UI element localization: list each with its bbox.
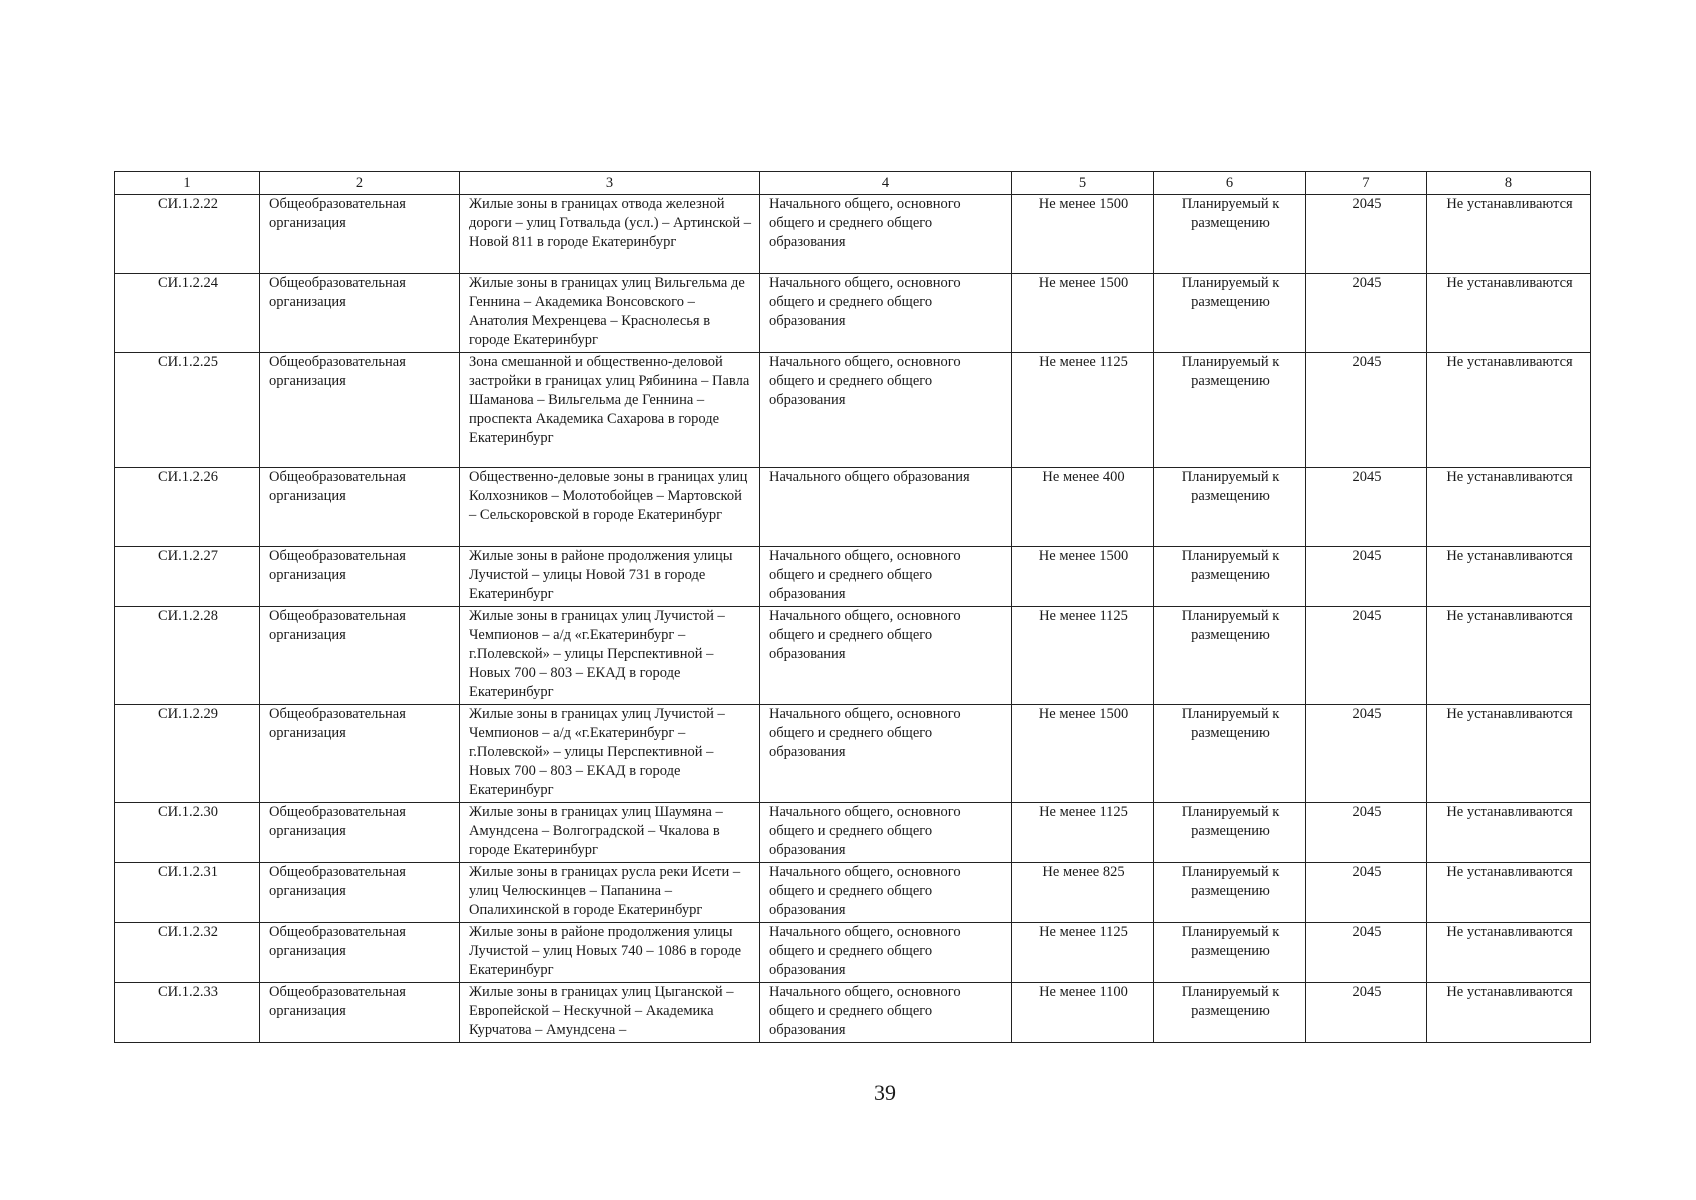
object-code: СИ.1.2.28 [115, 607, 260, 705]
object-location: Жилые зоны в границах улиц Лучистой – Чемпионов – а/д «г.Екатеринбург – г.Полевской» – улицы Перспективной – Новых 700 – 803 – ЕКАД в городе Екатеринбург [460, 705, 760, 803]
object-status: Планируемый к размещению [1154, 607, 1306, 705]
object-type: Общеобразовательная организация [260, 195, 460, 274]
object-type: Общеобразовательная организация [260, 353, 460, 468]
table-row [115, 547, 1591, 607]
object-type: Общеобразовательная организация [260, 923, 460, 983]
restricted-zones: Не устанавливаются [1427, 195, 1591, 274]
restricted-zones: Не устанавливаются [1427, 983, 1591, 1043]
object-code: СИ.1.2.33 [115, 983, 260, 1043]
object-type: Общеобразовательная организация [260, 863, 460, 923]
capacity: Не менее 1500 [1012, 195, 1154, 274]
object-location: Жилые зоны в границах отвода железной дороги – улиц Готвальда (усл.) – Артинской – Новой 811 в городе Екатеринбург [460, 195, 760, 274]
object-code: СИ.1.2.27 [115, 547, 260, 607]
deadline-year: 2045 [1306, 983, 1427, 1043]
table-row [115, 607, 1591, 705]
education-level: Начального общего, основного общего и среднего общего образования [760, 607, 1012, 705]
column-header: 4 [760, 172, 1012, 195]
column-header: 5 [1012, 172, 1154, 195]
object-location: Зона смешанной и общественно-деловой застройки в границах улиц Рябинина – Павла Шаманова – Вильгельма де Геннина – проспекта Академика Сахарова в городе Екатеринбург [460, 353, 760, 468]
restricted-zones: Не устанавливаются [1427, 468, 1591, 547]
object-location: Жилые зоны в границах улиц Вильгельма де Геннина – Академика Вонсовского – Анатолия Мехренцева – Краснолесья в городе Екатеринбург [460, 274, 760, 353]
deadline-year: 2045 [1306, 195, 1427, 274]
restricted-zones: Не устанавливаются [1427, 803, 1591, 863]
table-row [115, 705, 1591, 803]
deadline-year: 2045 [1306, 923, 1427, 983]
table-row [115, 195, 1591, 274]
column-header: 1 [115, 172, 260, 195]
restricted-zones: Не устанавливаются [1427, 863, 1591, 923]
column-header: 7 [1306, 172, 1427, 195]
column-header: 8 [1427, 172, 1591, 195]
object-status: Планируемый к размещению [1154, 705, 1306, 803]
restricted-zones: Не устанавливаются [1427, 547, 1591, 607]
table-row [115, 803, 1591, 863]
capacity: Не менее 1125 [1012, 803, 1154, 863]
table-row [115, 468, 1591, 547]
object-status: Планируемый к размещению [1154, 195, 1306, 274]
document-table [114, 171, 1591, 1043]
education-level: Начального общего, основного общего и среднего общего образования [760, 353, 1012, 468]
object-type: Общеобразовательная организация [260, 705, 460, 803]
deadline-year: 2045 [1306, 468, 1427, 547]
object-status: Планируемый к размещению [1154, 803, 1306, 863]
column-header: 6 [1154, 172, 1306, 195]
table-row [115, 353, 1591, 468]
object-type: Общеобразовательная организация [260, 607, 460, 705]
object-status: Планируемый к размещению [1154, 863, 1306, 923]
column-header: 2 [260, 172, 460, 195]
deadline-year: 2045 [1306, 353, 1427, 468]
education-level: Начального общего, основного общего и среднего общего образования [760, 195, 1012, 274]
education-level: Начального общего, основного общего и среднего общего образования [760, 705, 1012, 803]
object-location: Жилые зоны в границах улиц Шаумяна – Амундсена – Волгоградской – Чкалова в городе Екатеринбург [460, 803, 760, 863]
object-code: СИ.1.2.26 [115, 468, 260, 547]
education-level: Начального общего, основного общего и среднего общего образования [760, 803, 1012, 863]
deadline-year: 2045 [1306, 547, 1427, 607]
object-type: Общеобразовательная организация [260, 547, 460, 607]
deadline-year: 2045 [1306, 803, 1427, 863]
capacity: Не менее 1500 [1012, 547, 1154, 607]
capacity: Не менее 825 [1012, 863, 1154, 923]
object-status: Планируемый к размещению [1154, 547, 1306, 607]
object-code: СИ.1.2.31 [115, 863, 260, 923]
object-type: Общеобразовательная организация [260, 803, 460, 863]
table-row [115, 983, 1591, 1043]
object-location: Жилые зоны в границах русла реки Исети – улиц Челюскинцев – Папанина – Опалихинской в городе Екатеринбург [460, 863, 760, 923]
deadline-year: 2045 [1306, 274, 1427, 353]
capacity: Не менее 1500 [1012, 274, 1154, 353]
object-status: Планируемый к размещению [1154, 983, 1306, 1043]
table-row [115, 863, 1591, 923]
capacity: Не менее 1500 [1012, 705, 1154, 803]
capacity: Не менее 400 [1012, 468, 1154, 547]
object-code: СИ.1.2.25 [115, 353, 260, 468]
object-code: СИ.1.2.22 [115, 195, 260, 274]
object-type: Общеобразовательная организация [260, 983, 460, 1043]
restricted-zones: Не устанавливаются [1427, 353, 1591, 468]
column-header: 3 [460, 172, 760, 195]
page-number: 39 [874, 1080, 896, 1105]
restricted-zones: Не устанавливаются [1427, 607, 1591, 705]
object-location: Общественно-деловые зоны в границах улиц Колхозников – Молотобойцев – Мартовской – Сельскоровской в городе Екатеринбург [460, 468, 760, 547]
object-location: Жилые зоны в границах улиц Цыганской – Европейской – Нескучной – Академика Курчатова – Амундсена – [460, 983, 760, 1043]
table-header-row [115, 172, 1591, 195]
object-status: Планируемый к размещению [1154, 274, 1306, 353]
capacity: Не менее 1100 [1012, 983, 1154, 1043]
object-location: Жилые зоны в границах улиц Лучистой – Чемпионов – а/д «г.Екатеринбург – г.Полевской» – улицы Перспективной – Новых 700 – 803 – ЕКАД в городе Екатеринбург [460, 607, 760, 705]
object-status: Планируемый к размещению [1154, 468, 1306, 547]
restricted-zones: Не устанавливаются [1427, 705, 1591, 803]
deadline-year: 2045 [1306, 607, 1427, 705]
object-type: Общеобразовательная организация [260, 274, 460, 353]
object-location: Жилые зоны в районе продолжения улицы Лучистой – улиц Новых 740 – 1086 в городе Екатеринбург [460, 923, 760, 983]
object-location: Жилые зоны в районе продолжения улицы Лучистой – улицы Новой 731 в городе Екатеринбург [460, 547, 760, 607]
object-status: Планируемый к размещению [1154, 923, 1306, 983]
capacity: Не менее 1125 [1012, 923, 1154, 983]
education-level: Начального общего образования [760, 468, 1012, 547]
object-type: Общеобразовательная организация [260, 468, 460, 547]
education-level: Начального общего, основного общего и среднего общего образования [760, 274, 1012, 353]
capacity: Не менее 1125 [1012, 607, 1154, 705]
education-level: Начального общего, основного общего и среднего общего образования [760, 983, 1012, 1043]
deadline-year: 2045 [1306, 705, 1427, 803]
education-level: Начального общего, основного общего и среднего общего образования [760, 923, 1012, 983]
capacity: Не менее 1125 [1012, 353, 1154, 468]
restricted-zones: Не устанавливаются [1427, 274, 1591, 353]
restricted-zones: Не устанавливаются [1427, 923, 1591, 983]
education-level: Начального общего, основного общего и среднего общего образования [760, 547, 1012, 607]
education-level: Начального общего, основного общего и среднего общего образования [760, 863, 1012, 923]
deadline-year: 2045 [1306, 863, 1427, 923]
table-row [115, 274, 1591, 353]
object-status: Планируемый к размещению [1154, 353, 1306, 468]
object-code: СИ.1.2.29 [115, 705, 260, 803]
object-code: СИ.1.2.24 [115, 274, 260, 353]
table-row [115, 923, 1591, 983]
object-code: СИ.1.2.32 [115, 923, 260, 983]
object-code: СИ.1.2.30 [115, 803, 260, 863]
